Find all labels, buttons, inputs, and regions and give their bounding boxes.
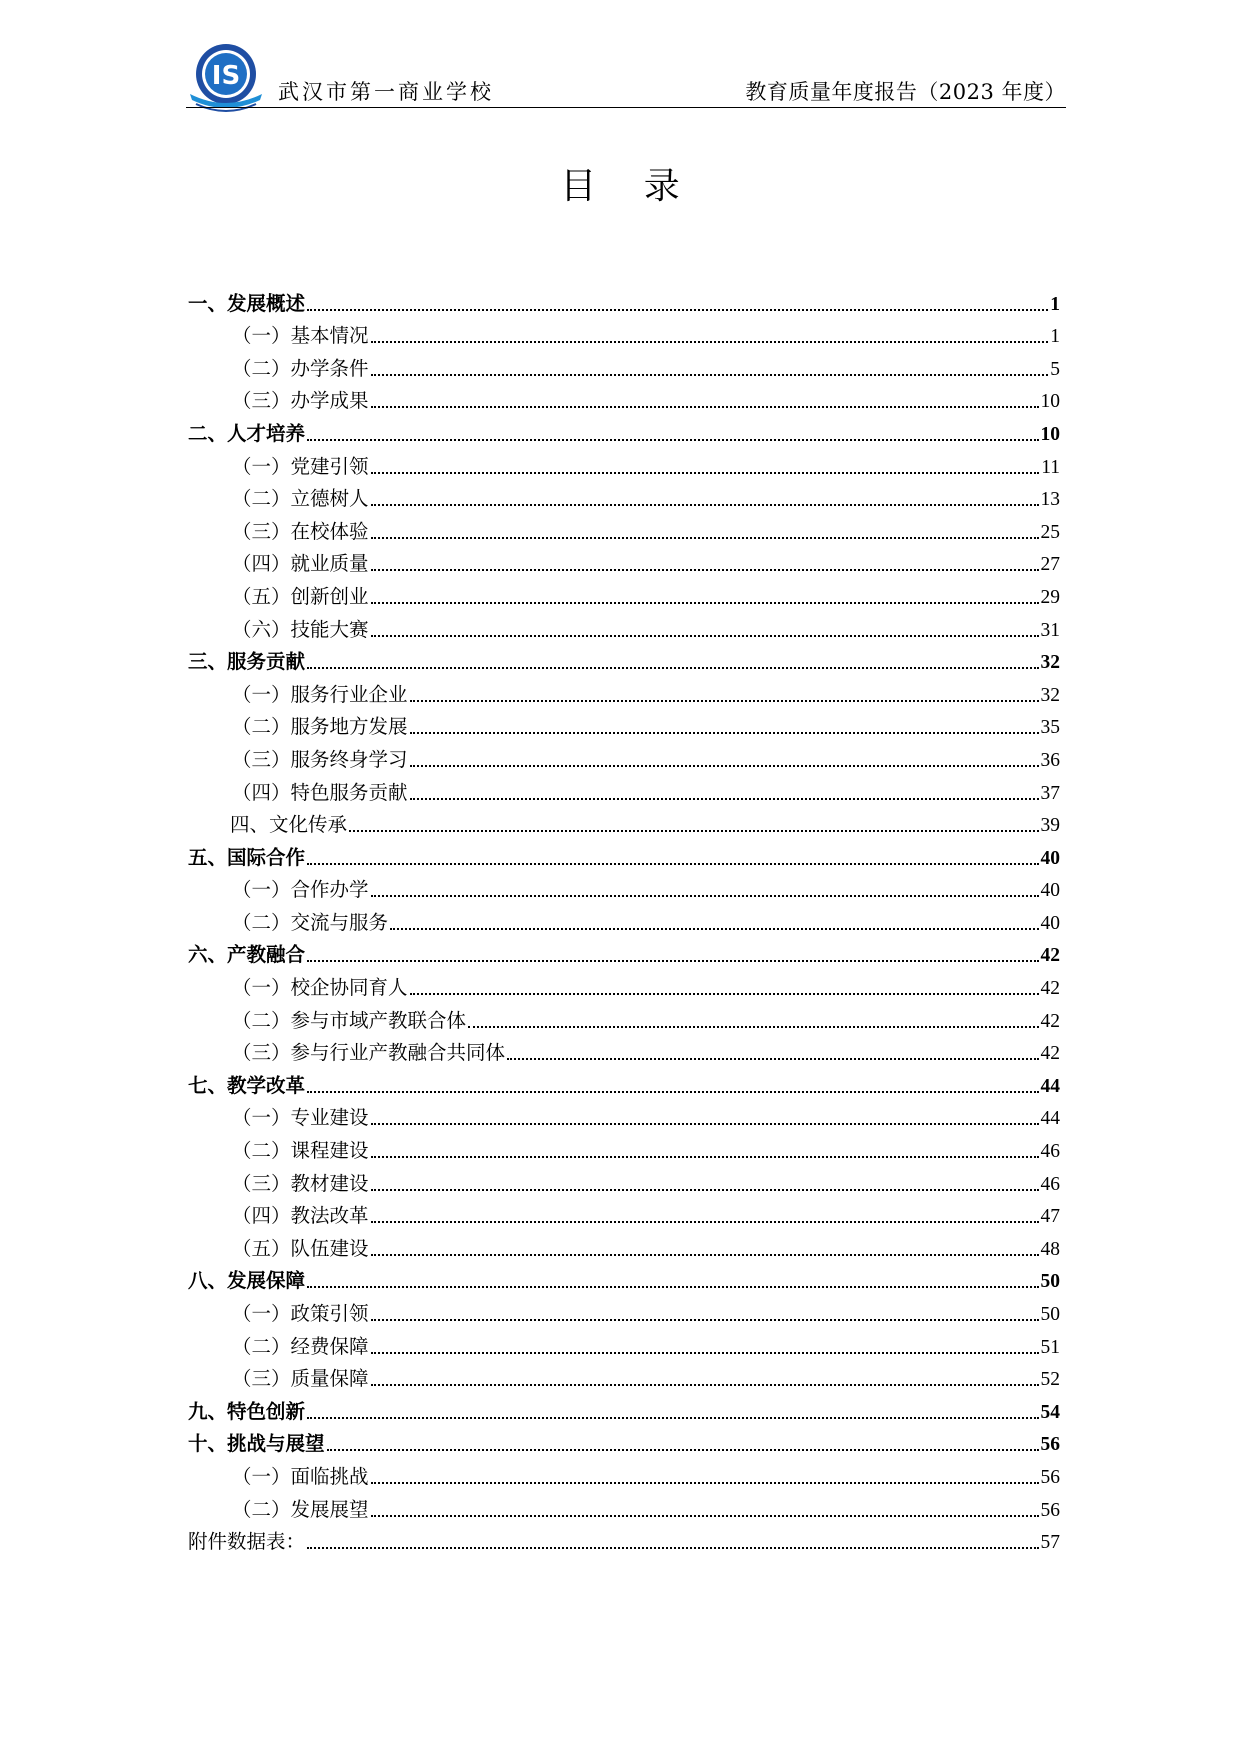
toc-dot-leader bbox=[307, 439, 1038, 441]
toc-entry[interactable] bbox=[188, 1489, 1060, 1522]
toc-entry-label: （二）发展展望 bbox=[232, 1497, 369, 1521]
toc-entry-label: 一、发展概述 bbox=[188, 291, 306, 315]
toc-dot-leader bbox=[371, 569, 1039, 571]
toc-entry[interactable] bbox=[188, 805, 1060, 838]
toc-entry-page: 40 bbox=[1040, 880, 1060, 902]
toc-entry-page: 52 bbox=[1040, 1369, 1060, 1391]
toc-entry[interactable] bbox=[188, 609, 1060, 642]
toc-dot-leader bbox=[371, 895, 1039, 897]
report-title: 教育质量年度报告（2023 年度） bbox=[745, 80, 1066, 104]
toc-entry-page: 50 bbox=[1040, 1304, 1060, 1325]
toc-entry-label: 六、产教融合 bbox=[188, 943, 306, 967]
toc-entry[interactable] bbox=[188, 642, 1060, 675]
toc-entry-label: 附件数据表： bbox=[188, 1530, 306, 1554]
toc-entry-label: （三）质量保障 bbox=[232, 1367, 369, 1391]
toc-entry[interactable] bbox=[188, 902, 1060, 935]
toc-dot-leader bbox=[410, 732, 1039, 734]
school-name: 武汉市第一商业学校 bbox=[278, 80, 494, 104]
toc-entry[interactable] bbox=[188, 1456, 1060, 1489]
toc-entry[interactable] bbox=[188, 1424, 1060, 1457]
toc-entry-page: 56 bbox=[1040, 1466, 1060, 1488]
svg-text:IS: IS bbox=[211, 61, 241, 91]
toc-entry[interactable] bbox=[188, 283, 1060, 316]
toc-entry-page: 32 bbox=[1040, 684, 1060, 706]
toc-entry-page: 51 bbox=[1040, 1336, 1060, 1358]
page-header bbox=[186, 40, 1066, 110]
toc-entry-page: 50 bbox=[1040, 1271, 1060, 1293]
toc-entry-label: （六）技能大赛 bbox=[232, 617, 369, 641]
toc-entry[interactable] bbox=[188, 1000, 1060, 1033]
toc-entry[interactable] bbox=[188, 1163, 1060, 1196]
toc-entry-label: （二）办学条件 bbox=[232, 356, 369, 380]
toc-entry[interactable] bbox=[188, 837, 1060, 870]
toc-entry[interactable] bbox=[188, 739, 1060, 772]
toc-dot-leader bbox=[307, 1091, 1038, 1093]
toc-entry[interactable] bbox=[188, 967, 1060, 1000]
toc-dot-leader bbox=[307, 863, 1038, 865]
toc-entry-label: （三）在校体验 bbox=[232, 519, 369, 543]
toc-dot-leader bbox=[410, 993, 1039, 995]
toc-entry-label: （二）服务地方发展 bbox=[232, 715, 408, 739]
toc-entry[interactable] bbox=[188, 1228, 1060, 1261]
toc-entry-page: 46 bbox=[1040, 1141, 1060, 1163]
toc-dot-leader bbox=[371, 1123, 1039, 1125]
toc-entry-page: 42 bbox=[1040, 978, 1060, 1000]
toc-dot-leader bbox=[307, 309, 1048, 311]
toc-entry-label: 四、文化传承 bbox=[230, 813, 348, 837]
toc-dot-leader bbox=[307, 1417, 1038, 1419]
toc-entry[interactable] bbox=[188, 1522, 1060, 1555]
toc-entry-label: （二）交流与服务 bbox=[232, 910, 389, 934]
toc-dot-leader bbox=[307, 960, 1038, 962]
school-logo-icon bbox=[186, 42, 264, 114]
toc-entry-label: （二）经费保障 bbox=[232, 1334, 369, 1358]
toc-entry-label: 三、服务贡献 bbox=[188, 650, 306, 674]
toc-entry-label: （一）面临挑战 bbox=[232, 1464, 369, 1488]
toc-entry-label: （二）立德树人 bbox=[232, 487, 369, 511]
toc-entry[interactable] bbox=[188, 1293, 1060, 1326]
toc-entry[interactable] bbox=[188, 381, 1060, 414]
toc-dot-leader bbox=[410, 798, 1039, 800]
toc-entry-label: （一）政策引领 bbox=[232, 1302, 369, 1325]
toc-entry[interactable] bbox=[188, 1196, 1060, 1229]
toc-entry[interactable] bbox=[188, 446, 1060, 479]
toc-entry-page: 1 bbox=[1050, 326, 1060, 348]
toc-dot-leader bbox=[507, 1058, 1038, 1060]
toc-entry-page: 25 bbox=[1040, 521, 1060, 543]
toc-entry[interactable] bbox=[188, 544, 1060, 577]
toc-entry[interactable] bbox=[188, 935, 1060, 968]
toc-entry-label: （一）校企协同育人 bbox=[232, 976, 408, 1000]
toc-dot-leader bbox=[371, 504, 1039, 506]
toc-dot-leader bbox=[390, 928, 1038, 930]
toc-entry-page: 39 bbox=[1040, 815, 1060, 837]
toc-entry-page: 44 bbox=[1040, 1108, 1060, 1130]
toc-entry-page: 11 bbox=[1041, 456, 1060, 478]
toc-entry[interactable] bbox=[188, 772, 1060, 805]
toc-entry-page: 46 bbox=[1040, 1173, 1060, 1195]
toc-entry[interactable] bbox=[188, 1130, 1060, 1163]
toc-entry[interactable] bbox=[188, 1098, 1060, 1131]
toc-dot-leader bbox=[371, 1254, 1039, 1256]
toc-entry-page: 36 bbox=[1040, 749, 1060, 771]
toc-entry[interactable] bbox=[188, 479, 1060, 512]
toc-entry-label: （四）教法改革 bbox=[232, 1204, 369, 1228]
toc-dot-leader bbox=[371, 1221, 1039, 1223]
toc-entry-page: 48 bbox=[1040, 1238, 1060, 1260]
toc-entry-page: 40 bbox=[1040, 912, 1060, 934]
page-title: 目 录 bbox=[560, 166, 698, 207]
toc-entry[interactable] bbox=[188, 511, 1060, 544]
toc-entry[interactable] bbox=[188, 674, 1060, 707]
toc-entry-page: 56 bbox=[1040, 1499, 1060, 1521]
toc-entry-page: 13 bbox=[1040, 489, 1060, 511]
toc-entry-label: （四）就业质量 bbox=[232, 552, 369, 576]
toc-entry-label: （一）服务行业企业 bbox=[232, 682, 408, 706]
toc-entry-page: 56 bbox=[1040, 1434, 1060, 1456]
toc-entry-label: （三）参与行业产教融合共同体 bbox=[232, 1041, 506, 1065]
toc-entry-page: 47 bbox=[1040, 1206, 1060, 1228]
toc-dot-leader bbox=[371, 406, 1039, 408]
toc-entry[interactable] bbox=[188, 316, 1060, 349]
toc-dot-leader bbox=[371, 602, 1039, 604]
toc-entry[interactable] bbox=[188, 348, 1060, 381]
toc-dot-leader bbox=[371, 1515, 1039, 1517]
toc-entry[interactable] bbox=[188, 1261, 1060, 1294]
toc-entry-label: （二）参与市域产教联合体 bbox=[232, 1008, 467, 1032]
toc-dot-leader bbox=[307, 1286, 1038, 1288]
toc-dot-leader bbox=[327, 1449, 1039, 1451]
toc-entry[interactable] bbox=[188, 1391, 1060, 1424]
toc-entry-label: 五、国际合作 bbox=[188, 845, 306, 869]
toc-entry[interactable] bbox=[188, 870, 1060, 903]
toc-entry-page: 37 bbox=[1040, 782, 1060, 804]
toc-entry-label: （三）办学成果 bbox=[232, 389, 369, 413]
toc-dot-leader bbox=[307, 667, 1038, 669]
toc-dot-leader bbox=[371, 1384, 1039, 1386]
toc-entry-page: 32 bbox=[1040, 652, 1060, 674]
toc-dot-leader bbox=[371, 472, 1040, 474]
toc-entry-page: 31 bbox=[1040, 619, 1060, 641]
toc-dot-leader bbox=[371, 1189, 1039, 1191]
toc-entry-page: 27 bbox=[1040, 554, 1060, 576]
toc-dot-leader bbox=[468, 1026, 1038, 1028]
toc-dot-leader bbox=[371, 635, 1039, 637]
toc-entry-page: 54 bbox=[1040, 1401, 1060, 1423]
toc-dot-leader bbox=[371, 1156, 1039, 1158]
toc-entry-label: （三）教材建设 bbox=[232, 1171, 369, 1195]
toc-entry-label: （四）特色服务贡献 bbox=[232, 780, 408, 804]
toc-dot-leader bbox=[349, 830, 1038, 832]
toc-entry-label: （一）党建引领 bbox=[232, 454, 369, 478]
toc-entry-label: （三）服务终身学习 bbox=[232, 747, 408, 771]
toc-entry-page: 42 bbox=[1040, 945, 1060, 967]
toc-entry[interactable] bbox=[188, 1033, 1060, 1066]
toc-entry[interactable] bbox=[188, 1359, 1060, 1392]
toc-entry[interactable] bbox=[188, 576, 1060, 609]
toc-dot-leader bbox=[307, 1547, 1038, 1549]
toc-entry-label: （一）专业建设 bbox=[232, 1106, 369, 1130]
toc-entry-page: 5 bbox=[1050, 358, 1060, 380]
toc-entry-label: 九、特色创新 bbox=[188, 1399, 306, 1423]
toc-entry-page: 29 bbox=[1040, 586, 1060, 608]
toc-entry-page: 35 bbox=[1040, 717, 1060, 739]
toc-entry-label: 七、教学改革 bbox=[188, 1073, 306, 1097]
toc-entry-page: 42 bbox=[1040, 1010, 1060, 1032]
toc-dot-leader bbox=[371, 374, 1049, 376]
toc-dot-leader bbox=[371, 341, 1049, 343]
header-divider bbox=[186, 107, 1066, 108]
toc-entry-page: 44 bbox=[1040, 1075, 1060, 1097]
toc-dot-leader bbox=[371, 1319, 1039, 1321]
toc-entry-label: （一）基本情况 bbox=[232, 324, 369, 348]
toc-entry-page: 1 bbox=[1050, 293, 1060, 315]
toc-dot-leader bbox=[410, 765, 1039, 767]
toc-dot-leader bbox=[371, 1352, 1039, 1354]
toc-dot-leader bbox=[371, 537, 1039, 539]
toc-entry-label: （一）合作办学 bbox=[232, 878, 369, 902]
toc-entry-label: （五）队伍建设 bbox=[232, 1236, 369, 1260]
toc-entry-label: （二）课程建设 bbox=[232, 1139, 369, 1163]
toc-entry-label: 十、挑战与展望 bbox=[188, 1432, 325, 1456]
toc-entry[interactable] bbox=[188, 1065, 1060, 1098]
table-of-contents bbox=[188, 283, 1060, 1554]
toc-dot-leader bbox=[410, 700, 1039, 702]
toc-entry[interactable] bbox=[188, 413, 1060, 446]
toc-entry-page: 10 bbox=[1040, 423, 1060, 445]
toc-entry-label: 八、发展保障 bbox=[188, 1269, 306, 1293]
toc-entry-label: 二、人才培养 bbox=[188, 421, 306, 445]
toc-entry[interactable] bbox=[188, 707, 1060, 740]
toc-entry-page: 57 bbox=[1040, 1532, 1060, 1554]
toc-entry-page: 42 bbox=[1040, 1043, 1060, 1065]
toc-entry-label: （五）创新创业 bbox=[232, 584, 369, 608]
toc-dot-leader bbox=[371, 1482, 1039, 1484]
toc-entry-page: 10 bbox=[1040, 391, 1060, 413]
toc-entry-page: 40 bbox=[1040, 847, 1060, 869]
toc-entry[interactable] bbox=[188, 1326, 1060, 1359]
